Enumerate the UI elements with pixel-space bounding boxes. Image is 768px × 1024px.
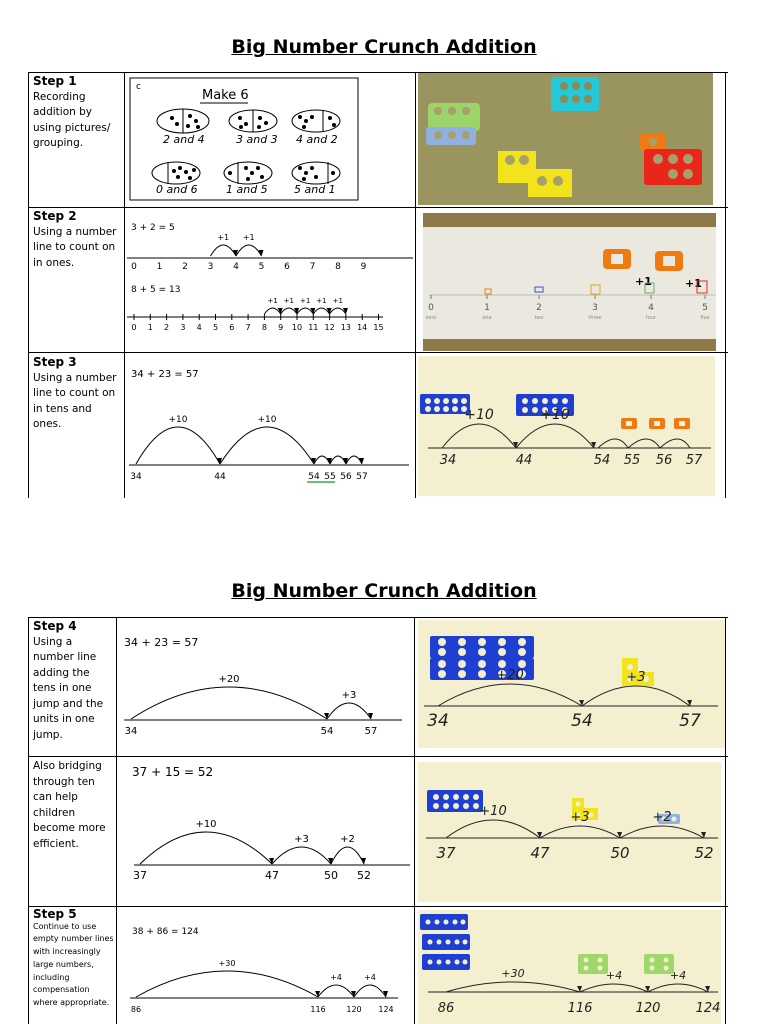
tick-label: 4 [648, 303, 654, 313]
svg-text:2 and 4: 2 and 4 [163, 133, 205, 146]
step4-cell [33, 619, 115, 743]
whiteboard-photo-step4 [418, 620, 725, 748]
step-heading: Step 5 [33, 907, 77, 921]
jump-label: +1 [635, 275, 652, 288]
jump-arc [314, 456, 330, 464]
cyan-cube-tile [551, 77, 599, 111]
tick-label: 3 [180, 323, 186, 332]
orange-single-tiles [621, 418, 690, 429]
jump-arc [211, 245, 237, 256]
jump-label: +30 [218, 959, 236, 968]
jump-label: +4 [330, 973, 342, 982]
step5-number-line [118, 910, 412, 1022]
step3-number-line [127, 355, 413, 495]
svg-text:4 and 2: 4 and 2 [296, 133, 338, 146]
page1-title: Big Number Crunch Addition [231, 36, 537, 58]
tick-label: 10 [291, 323, 303, 332]
tick-label: 57 [364, 726, 378, 737]
svg-text:1 and 5: 1 and 5 [226, 183, 268, 196]
step-description: Recording addition by using pictures/ grouping. [33, 90, 111, 149]
step1-cell [33, 74, 121, 152]
jump-label: +4 [605, 969, 623, 982]
tick-label: 7 [309, 262, 316, 272]
step-heading: Step 1 [33, 74, 77, 88]
step-description: Continue to use empty number lines with increasingly large numbers, including compensation where appropriate. [33, 921, 114, 1007]
jump-label: +10 [479, 804, 507, 819]
tick-label: 1 [484, 303, 490, 313]
jump-arc [327, 703, 371, 719]
tick-label: 8 [261, 323, 267, 332]
jump-arc [272, 847, 331, 864]
jump-label: +1 [685, 277, 702, 290]
blue-ten-frame [427, 790, 483, 812]
tick-label: 52 [694, 844, 714, 862]
tick-label: 7 [245, 323, 251, 332]
blue-ten-frame [420, 394, 470, 414]
step-heading: Step 2 [33, 209, 77, 223]
jump-label: +10 [464, 407, 494, 423]
tick-label: 5 [702, 303, 708, 313]
whiteboard-photo-bridging [418, 762, 721, 902]
tick-label: 57 [679, 711, 701, 731]
step2-number-lines [127, 210, 413, 350]
jump-label: +4 [669, 969, 687, 982]
tick-label: 47 [265, 869, 279, 882]
jump-label: +3 [341, 690, 357, 701]
tick-word: two [534, 315, 544, 321]
equation-label: 37 + 15 = 52 [132, 765, 214, 779]
tick-label: 86 [437, 1001, 455, 1016]
equation-label: 8 + 5 = 13 [131, 285, 181, 295]
green-four-tile [578, 954, 608, 974]
orange-cube-tile [640, 133, 666, 151]
tick-label: 6 [284, 262, 290, 272]
svg-text:5 and 1: 5 and 1 [294, 183, 336, 196]
jump-label: +10 [168, 415, 188, 425]
jump-arc [140, 832, 272, 864]
tick-label: 120 [635, 1001, 661, 1016]
tick-label: 3 [207, 262, 214, 272]
tick-label: 34 [427, 711, 449, 731]
tick-label: 0 [131, 262, 137, 272]
tick-label: 2 [182, 262, 188, 272]
jump-label: +1 [267, 297, 278, 305]
tick-label: 3 [592, 303, 598, 313]
jump-arc [136, 427, 220, 464]
jump-label: +20 [496, 668, 524, 683]
tick-label: 0 [428, 303, 434, 313]
jump-arc [346, 456, 362, 464]
tick-label: 15 [373, 323, 384, 332]
equation-label: 3 + 2 = 5 [131, 223, 175, 233]
jump-label: +10 [540, 407, 570, 423]
tick-label: 34 [124, 726, 138, 737]
jump-arc [318, 985, 354, 997]
tick-label: 34 [130, 472, 142, 482]
jump-label: +30 [501, 967, 525, 980]
svg-text:0 and 6: 0 and 6 [156, 183, 198, 196]
tick-word: three [588, 315, 602, 321]
jump-label: +3 [626, 670, 646, 685]
jump-label: +2 [652, 810, 672, 825]
tick-word: zero [425, 315, 437, 321]
tick-label: 54 [320, 726, 334, 737]
page2-title: Big Number Crunch Addition [231, 580, 537, 602]
green-cube-tile [428, 103, 480, 131]
jump-label: +20 [218, 674, 240, 685]
tick-label: 120 [346, 1005, 362, 1014]
tick-label: 124 [378, 1005, 394, 1014]
step5-cell [33, 908, 115, 1010]
tick-label: 37 [436, 844, 456, 862]
orange-tile [603, 249, 631, 269]
tick-label: 54 [593, 453, 611, 468]
step4-number-line [118, 620, 412, 754]
jump-label: +4 [364, 973, 376, 982]
tick-label: 13 [340, 323, 351, 332]
jump-arc [330, 456, 346, 464]
jump-arc [236, 245, 262, 256]
jump-arc [220, 427, 314, 464]
red-cube-tile [644, 149, 702, 185]
make6-label: c [136, 82, 141, 92]
jump-label: +1 [299, 297, 311, 305]
cubes-photo [418, 73, 713, 205]
tick-label: 1 [147, 323, 153, 332]
tick-label: 2 [164, 323, 170, 332]
tick-label: 52 [357, 869, 371, 882]
step-description: Using a number line to count on in ones. [33, 225, 117, 269]
tick-label: 11 [308, 323, 319, 332]
step-heading: Step 4 [33, 619, 77, 633]
number-line-photo [423, 213, 716, 351]
step2-cell [33, 209, 121, 271]
make6-title: Make 6 [202, 88, 249, 103]
orange-tile [655, 251, 683, 271]
tick-label: 8 [335, 262, 341, 272]
tick-label: 6 [229, 323, 235, 332]
step3-cell [33, 355, 121, 433]
jump-arc [136, 971, 318, 997]
jump-arc [331, 847, 364, 864]
equation-label: 34 + 23 = 57 [131, 369, 199, 380]
jump-label: +1 [217, 233, 230, 242]
tick-label: 50 [324, 869, 338, 882]
tick-label: 57 [356, 472, 368, 482]
tick-label: 50 [610, 844, 630, 862]
tick-label: 37 [133, 869, 147, 882]
tick-label: 12 [324, 323, 335, 332]
tick-label: 0 [131, 323, 137, 332]
tick-label: 55 [324, 472, 336, 482]
step-heading: Step 3 [33, 355, 77, 369]
jump-label: +3 [570, 810, 590, 825]
jump-label: +10 [195, 819, 217, 830]
tick-label: 56 [655, 453, 673, 468]
tick-label: 116 [310, 1005, 326, 1014]
tick-label: 54 [308, 472, 320, 482]
tick-label: 47 [530, 844, 550, 862]
jump-label: +3 [294, 834, 309, 845]
tick-word: one [482, 315, 492, 321]
step-description: Using a number line to count on in tens and ones. [33, 371, 117, 430]
tick-label: 116 [567, 1001, 593, 1016]
tick-label: 44 [515, 453, 533, 468]
whiteboard-photo-step3 [418, 356, 715, 496]
tick-label: 5 [212, 323, 219, 332]
tick-label: 9 [278, 323, 284, 332]
tick-label: 86 [130, 1005, 142, 1014]
tick-label: 4 [196, 323, 202, 332]
tick-label: 54 [571, 711, 593, 731]
jump-label: +1 [316, 297, 327, 305]
tick-word: five [700, 315, 710, 321]
jump-label: +1 [332, 297, 343, 305]
blue-cube-tile [426, 127, 476, 145]
whiteboard-photo-step5 [418, 910, 721, 1024]
bridging-cell [33, 759, 115, 852]
make6-drawing [128, 76, 360, 202]
tick-label: 2 [536, 303, 542, 313]
step-description: Also bridging through ten can help children become more efficient. [33, 760, 106, 850]
jump-arc [131, 687, 327, 719]
tick-label: 124 [695, 1001, 721, 1016]
svg-text:3 and 3: 3 and 3 [236, 133, 278, 146]
jump-arc [354, 985, 386, 997]
tick-label: 55 [623, 453, 641, 468]
tick-label: 1 [156, 262, 163, 272]
step-description: Using a number line adding the tens in one jump and the units in one jump. [33, 635, 104, 741]
bridging-number-line [118, 760, 412, 904]
tick-label: 9 [360, 262, 367, 272]
tick-label: 34 [439, 453, 457, 468]
tick-label: 56 [340, 472, 352, 482]
tick-word: four [645, 315, 657, 321]
tick-label: 57 [685, 453, 703, 468]
tick-label: 44 [214, 472, 226, 482]
equation-label: 38 + 86 = 124 [132, 927, 199, 937]
jump-label: +10 [257, 415, 277, 425]
tick-label: 4 [233, 262, 239, 272]
tick-label: 5 [258, 262, 265, 272]
jump-label: +1 [242, 233, 255, 242]
tick-label: 14 [357, 323, 368, 332]
jump-label: +2 [340, 834, 355, 845]
jump-label: +1 [283, 297, 295, 305]
equation-label: 34 + 23 = 57 [124, 636, 199, 649]
